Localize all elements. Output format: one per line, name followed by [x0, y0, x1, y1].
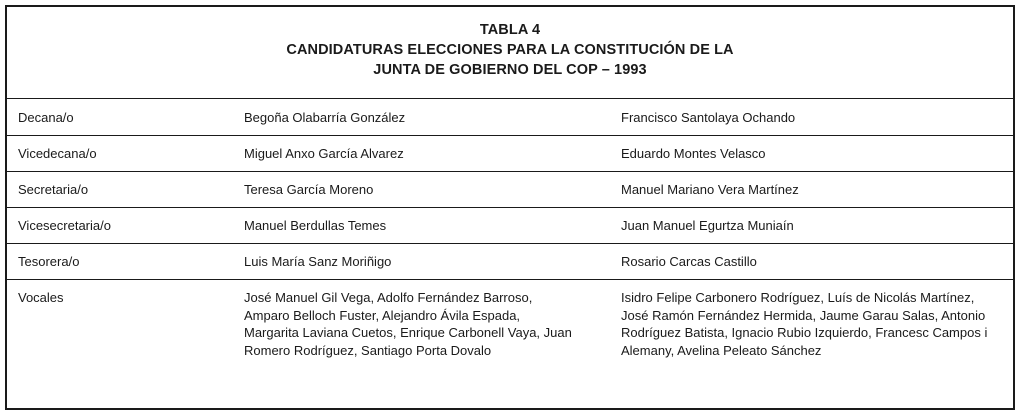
candidate-a-cell — [244, 289, 599, 359]
candidate-a-line: Margarita Laviana Cuetos, Enrique Carbonell Vaya, Juan — [244, 325, 572, 340]
candidates-table — [5, 5, 1015, 410]
position-cell: Vicedecana/o — [18, 146, 97, 161]
candidate-b-cell: Juan Manuel Egurtza Muniaín — [621, 218, 794, 233]
candidate-b-cell: Rosario Carcas Castillo — [621, 254, 757, 269]
position-cell: Vicesecretaria/o — [18, 218, 111, 233]
candidate-a-cell: Miguel Anxo García Alvarez — [244, 146, 404, 161]
position-cell: Secretaria/o — [18, 182, 89, 197]
candidate-a-line: Romero Rodríguez, Santiago Porta Dovalo — [244, 342, 492, 358]
candidate-b-cell: Francisco Santolaya Ochando — [621, 110, 796, 125]
table-row-vicesecretaria — [7, 208, 1013, 244]
candidate-a-cell: Manuel Berdullas Temes — [244, 218, 387, 233]
position-cell: Tesorera/o — [18, 254, 80, 269]
candidate-b-line: José Ramón Fernández Hermida, Jaume Garau Salas, Antonio — [621, 307, 986, 323]
candidate-b-cell: Eduardo Montes Velasco — [621, 146, 766, 161]
table-row-secretaria — [7, 172, 1013, 208]
table-title-line-1: CANDIDATURAS ELECCIONES PARA LA CONSTITUCIÓN DE LA — [286, 42, 734, 58]
candidate-a-line: Amparo Belloch Fuster, Alejandro Ávila Espada, — [244, 307, 521, 323]
table-row-tesorera — [7, 244, 1013, 280]
candidate-b-line: Isidro Felipe Carbonero Rodríguez, Luís de Nicolás Martínez, — [621, 290, 975, 305]
position-cell: Decana/o — [18, 110, 74, 125]
table-number: TABLA 4 — [479, 22, 541, 38]
position-cell: Vocales — [18, 290, 64, 305]
table-header — [7, 7, 1013, 99]
candidate-a-line: José Manuel Gil Vega, Adolfo Fernández Barroso, — [244, 290, 533, 305]
candidate-a-cell: Luis María Sanz Moriñigo — [244, 254, 392, 269]
candidate-b-line: Alemany, Avelina Peleato Sánchez — [621, 342, 822, 358]
table-title-line-2: JUNTA DE GOBIERNO DEL COP – 1993 — [373, 62, 647, 78]
table-body — [7, 99, 1013, 390]
candidate-b-cell — [621, 289, 1009, 359]
candidate-b-line: Rodríguez Batista, Ignacio Rubio Izquierdo, Francesc Campos i — [621, 325, 988, 340]
table-row-decana — [7, 99, 1013, 136]
candidate-a-cell: Begoña Olabarría González — [244, 110, 406, 125]
table-row-vicedecana — [7, 136, 1013, 172]
candidate-b-cell: Manuel Mariano Vera Martínez — [621, 182, 799, 197]
table-row-vocales — [7, 280, 1013, 390]
candidate-a-cell: Teresa García Moreno — [244, 182, 374, 197]
